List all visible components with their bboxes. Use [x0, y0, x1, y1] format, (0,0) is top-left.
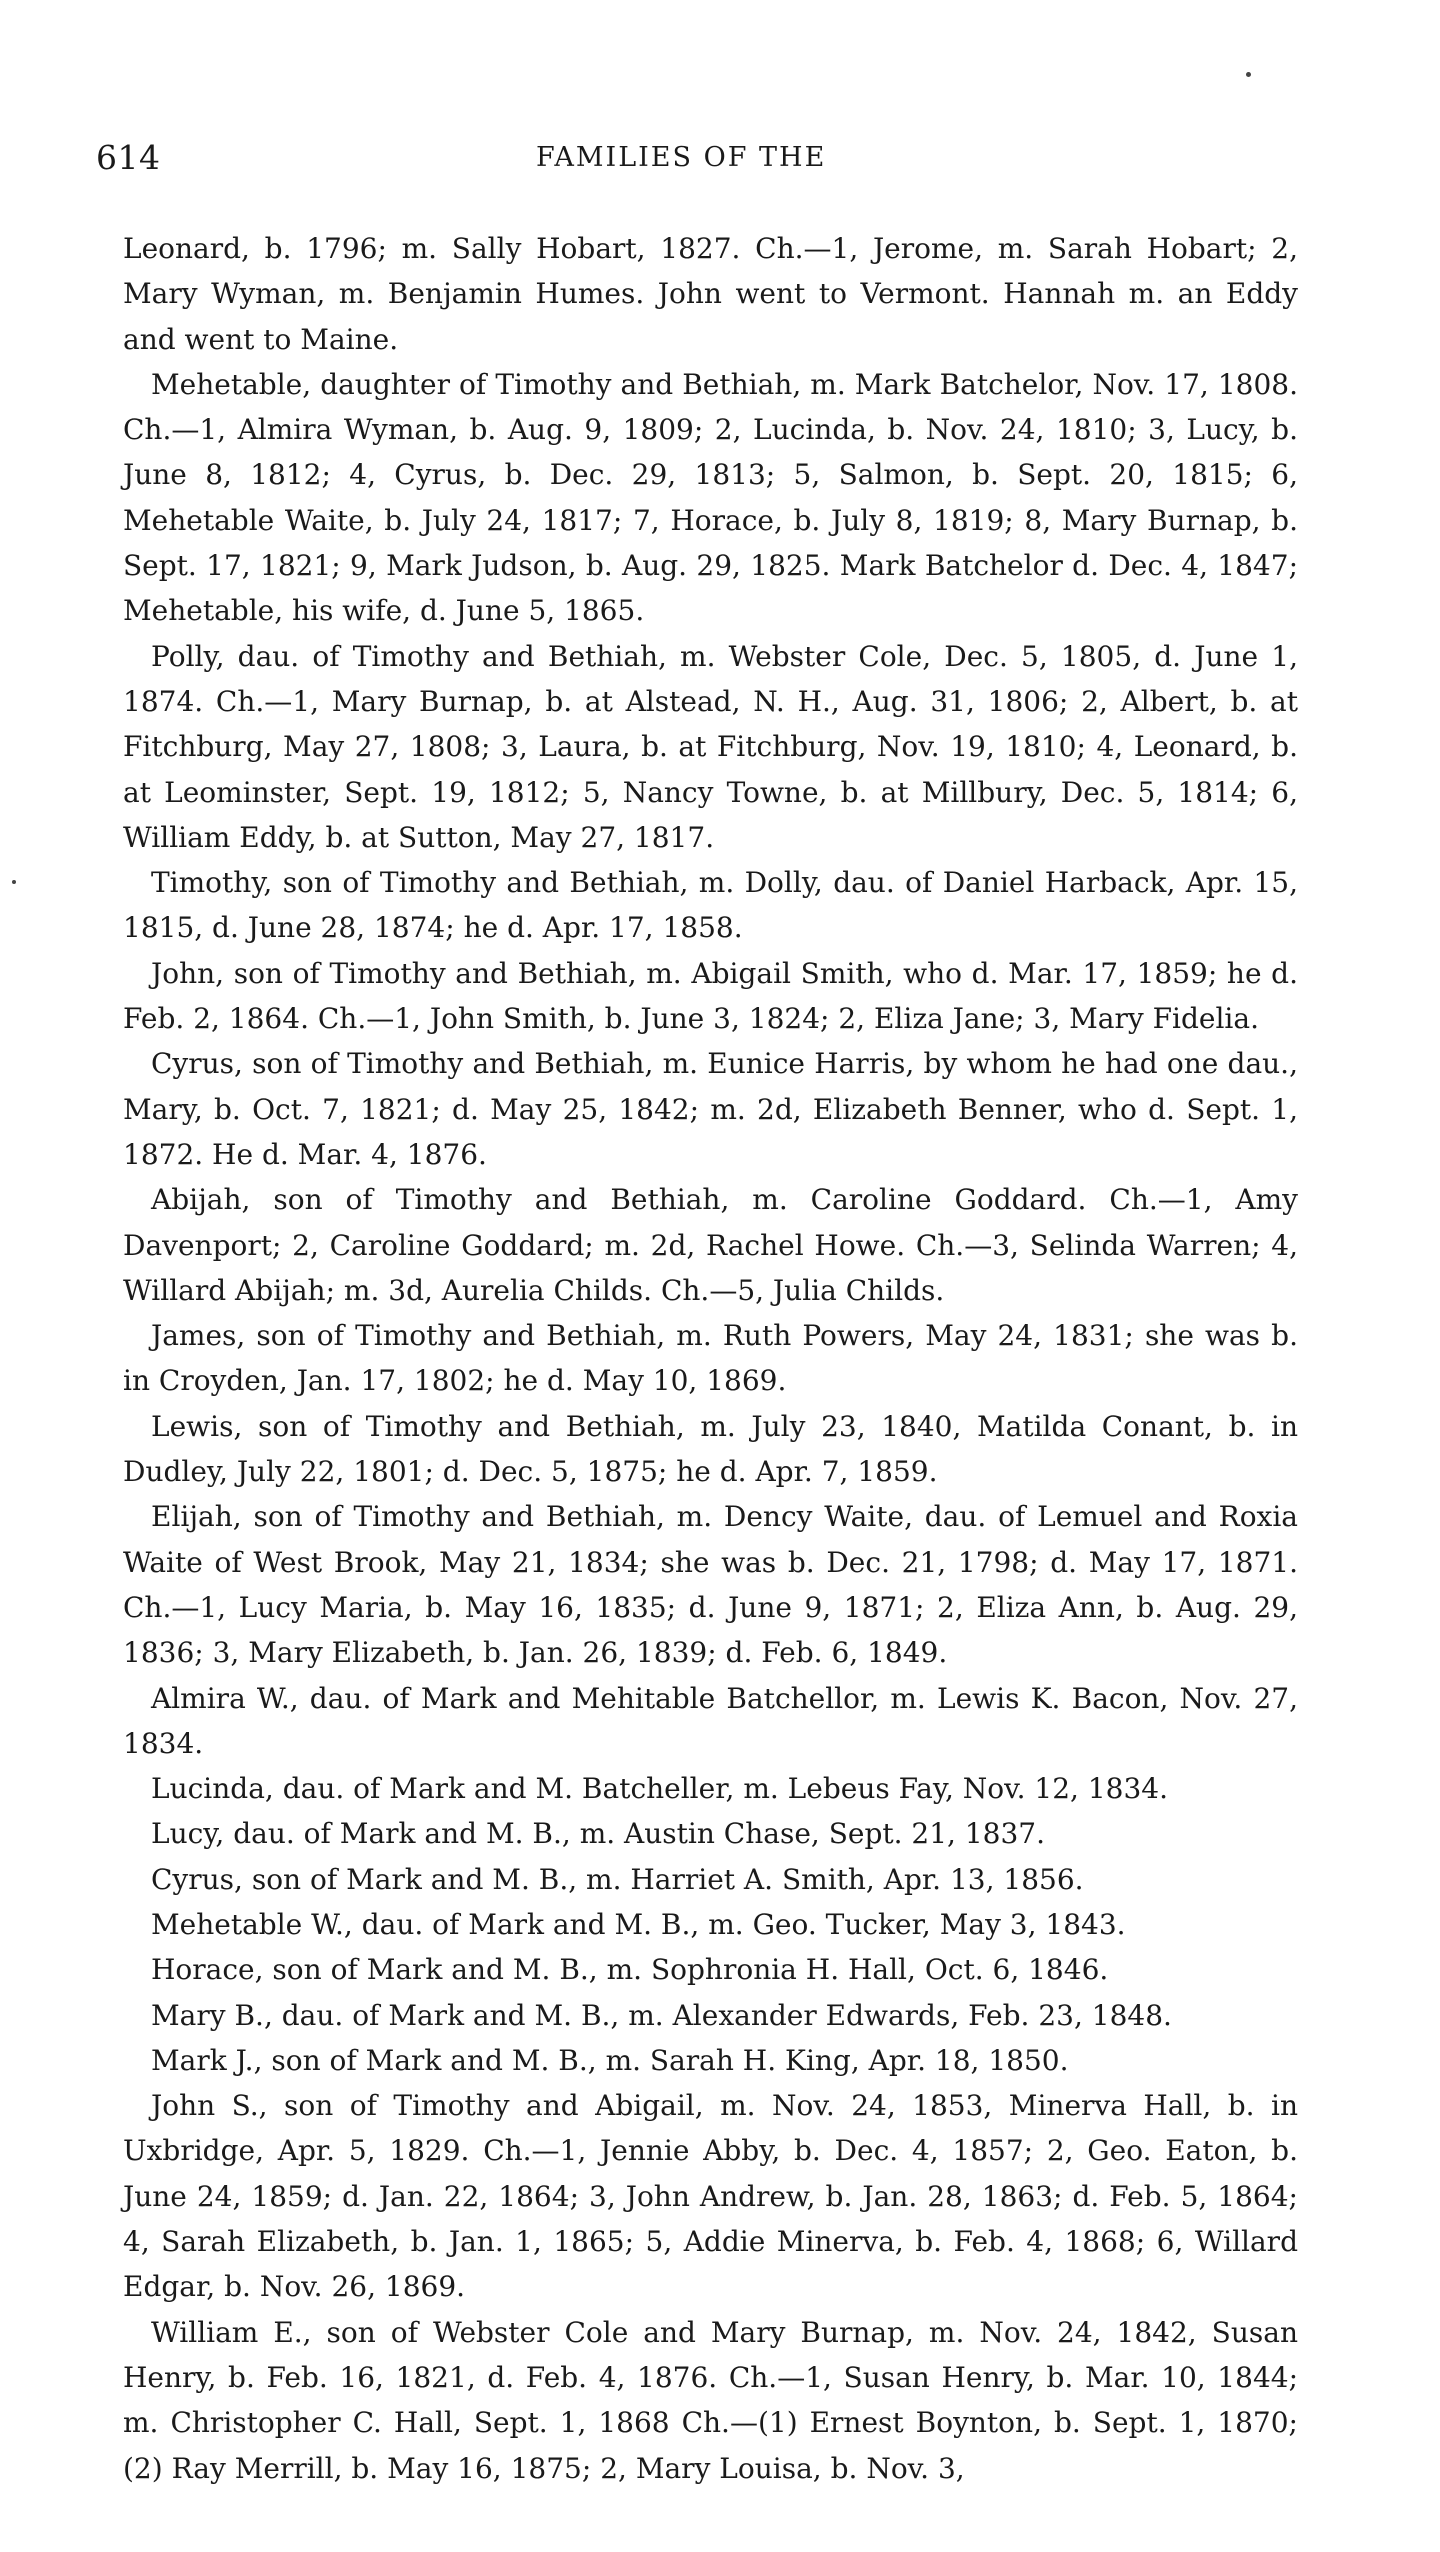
paragraph-william-e: William E., son of Webster Cole and Mary Burnap, m. Nov. 24, 1842, Susan Henry, b. Feb. 16, 1821, d. Feb. 4, 1876. Ch.—1, Susan Henry, b. Mar. 10, 1844; m. Christopher C. Hall, Sept. 1, 1868 Ch.—(1) Ernest Boynton, b. Sept. 1, 1870; (2) Ray Merrill, b. May 16, 1875; 2, Mary Louisa, b. Nov. 3, — [123, 2315, 1298, 2485]
paragraph-cyrus-son-of-mark: Cyrus, son of Mark and M. B., m. Harriet A. Smith, Apr. 13, 1856. — [151, 1862, 1084, 1896]
paragraph-john: John, son of Timothy and Bethiah, m. Abigail Smith, who d. Mar. 17, 1859; he d. Feb. 2, 1864. Ch.—1, John Smith, b. June 3, 1824; 2, Eliza Jane; 3, Mary Fidelia. — [123, 956, 1298, 1036]
paragraph-james: James, son of Timothy and Bethiah, m. Ruth Powers, May 24, 1831; she was b. in Croyden, Jan. 17, 1802; he d. May 10, 1869. — [123, 1319, 1298, 1398]
paragraph-lucinda: Lucinda, dau. of Mark and M. Batcheller, m. Lebeus Fay, Nov. 12, 1834. — [151, 1772, 1168, 1806]
paragraph-lewis: Lewis, son of Timothy and Bethiah, m. July 23, 1840, Matilda Conant, b. in Dudley, July 22, 1801; d. Dec. 5, 1875; he d. Apr. 7, 1859. — [123, 1409, 1298, 1489]
scan-speck — [1246, 72, 1251, 77]
paragraph-horace: Horace, son of Mark and M. B., m. Sophronia H. Hall, Oct. 6, 1846. — [151, 1953, 1109, 1987]
scan-speck — [12, 880, 16, 884]
paragraph-cyrus: Cyrus, son of Timothy and Bethiah, m. Eunice Harris, by whom he had one dau., Mary, b. Oct. 7, 1821; d. May 25, 1842; m. 2d, Elizabeth Benner, who d. Sept. 1, 1872. He d. Mar. 4, 1876. — [123, 1047, 1298, 1171]
paragraph-polly: Polly, dau. of Timothy and Bethiah, m. Webster Cole, Dec. 5, 1805, d. June 1, 1874. Ch.—1, Mary Burnap, b. at Alstead, N. H., Aug. 31, 1806; 2, Albert, b. at Fitchburg, May 27, 1808; 3, Laura, b. at Fitchburg, Nov. 19, 1810; 4, Leonard, b. at Leominster, Sept. 19, 1812; 5, Nancy Towne, b. at Millbury, Dec. 5, 1814; 6, William Eddy, b. at Sutton, May 27, 1817. — [123, 639, 1298, 854]
paragraph-john-s: John S., son of Timothy and Abigail, m. Nov. 24, 1853, Minerva Hall, b. in Uxbridge, Apr. 5, 1829. Ch.—1, Jennie Abby, b. Dec. 4, 1857; 2, Geo. Eaton, b. June 24, 1859; d. Jan. 22, 1864; 3, John Andrew, b. Jan. 28, 1863; d. Feb. 5, 1864; 4, Sarah Elizabeth, b. Jan. 1, 1865; 5, Addie Minerva, b. Feb. 4, 1868; 6, Willard Edgar, b. Nov. 26, 1869. — [123, 2089, 1298, 2304]
paragraph-mehetable: Mehetable, daughter of Timothy and Bethiah, m. Mark Batchelor, Nov. 17, 1808. Ch.—1, Almira Wyman, b. Aug. 9, 1809; 2, Lucinda, b. Nov. 24, 1810; 3, Lucy, b. June 8, 1812; 4, Cyrus, b. Dec. 29, 1813; 5, Salmon, b. Sept. 20, 1815; 6, Mehetable Waite, b. July 24, 1817; 7, Horace, b. July 8, 1819; 8, Mary Burnap, b. Sept. 17, 1821; 9, Mark Judson, b. Aug. 29, 1825. Mark Batchelor d. Dec. 4, 1847; Mehetable, his wife, d. June 5, 1865. — [123, 367, 1298, 628]
paragraph-almira: Almira W., dau. of Mark and Mehitable Batchellor, m. Lewis K. Bacon, Nov. 27, 1834. — [123, 1681, 1298, 1760]
paragraph-mark-j: Mark J., son of Mark and M. B., m. Sarah H. King, Apr. 18, 1850. — [151, 2043, 1069, 2077]
paragraph-lucy: Lucy, dau. of Mark and M. B., m. Austin Chase, Sept. 21, 1837. — [151, 1817, 1046, 1851]
paragraph-timothy: Timothy, son of Timothy and Bethiah, m. Dolly, dau. of Daniel Harback, Apr. 15, 1815, d. June 28, 1874; he d. Apr. 17, 1858. — [123, 866, 1298, 945]
paragraph-abijah: Abijah, son of Timothy and Bethiah, m. Caroline Goddard. Ch.—1, Amy Davenport; 2, Caroline Goddard; m. 2d, Rachel Howe. Ch.—3, Selinda Warren; 4, Willard Abijah; m. 3d, Aurelia Childs. Ch.—5, Julia Childs. — [123, 1183, 1298, 1307]
body-text — [123, 226, 1298, 2491]
running-title: FAMILIES OF THE — [536, 142, 827, 173]
page-number: 614 — [96, 138, 161, 177]
paragraph-elijah: Elijah, son of Timothy and Bethiah, m. Dency Waite, dau. of Lemuel and Roxia Waite of West Brook, May 21, 1834; she was b. Dec. 21, 1798; d. May 17, 1871. Ch.—1, Lucy Maria, b. May 16, 1835; d. June 9, 1871; 2, Eliza Ann, b. Aug. 29, 1836; 3, Mary Elizabeth, b. Jan. 26, 1839; d. Feb. 6, 1849. — [123, 1500, 1298, 1670]
paragraph-leonard: Leonard, b. 1796; m. Sally Hobart, 1827. Ch.—1, Jerome, m. Sarah Hobart; 2, Mary Wyman, m. Benjamin Humes. John went to Vermont. Hannah m. an Eddy and went to Maine. — [123, 232, 1298, 356]
page-header — [96, 138, 1286, 188]
paragraph-mehetable-w: Mehetable W., dau. of Mark and M. B., m. Geo. Tucker, May 3, 1843. — [151, 1907, 1126, 1941]
paragraph-mary-b: Mary B., dau. of Mark and M. B., m. Alexander Edwards, Feb. 23, 1848. — [151, 1998, 1172, 2032]
